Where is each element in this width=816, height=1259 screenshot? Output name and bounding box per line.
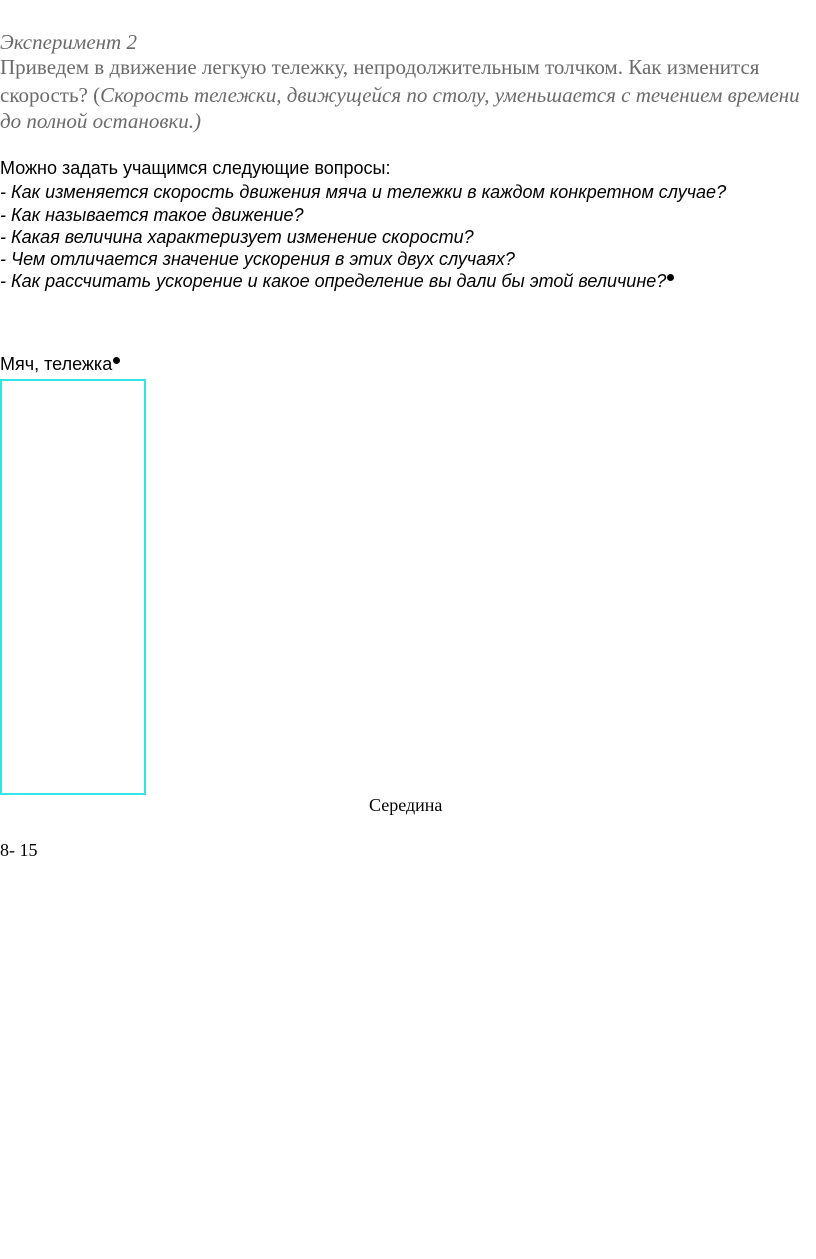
page-number: 8- 15 (0, 840, 38, 860)
bullet-dot-icon (667, 274, 674, 281)
experiment-line-3-italic: до полной остановки.) (0, 109, 202, 133)
question-text-2: - Как называется такое движение? (0, 205, 304, 225)
question-item-2 (0, 205, 304, 226)
experiment-title: Эксперимент 2 (0, 30, 137, 54)
image-placeholder-frame (0, 379, 146, 795)
questions-intro: Можно задать учащимся следующие вопросы: (0, 158, 391, 178)
experiment-line-2-italic: Скорость тележки, движущейся по столу, уменьшается с течением времени (100, 83, 800, 107)
question-text-1: - Как изменяется скорость движения мяча и тележки в каждом конкретном случае? (0, 182, 727, 202)
question-item-4 (0, 249, 515, 270)
bullet-dot-icon (113, 357, 120, 364)
question-text-4: - Чем отличается значение ускорения в этих двух случаях? (0, 249, 515, 269)
experiment-line-2 (0, 83, 800, 108)
question-item-3 (0, 227, 474, 248)
question-text-5: - Как рассчитать ускорение и какое определение вы дали бы этой величине? (0, 271, 667, 291)
materials-label-text: Мяч, тележка (0, 354, 113, 374)
middle-label: Середина (369, 795, 443, 815)
materials-label (0, 354, 120, 375)
experiment-line-3 (0, 109, 201, 134)
experiment-line-2-plain: скорость? ( (0, 83, 101, 107)
question-item-5 (0, 271, 674, 292)
experiment-line-1: Приведем в движение легкую тележку, непродолжительным толчком. Как изменится (0, 55, 760, 79)
question-item-1 (0, 182, 726, 203)
question-text-3: - Какая величина характеризует изменение скорости? (0, 227, 474, 247)
